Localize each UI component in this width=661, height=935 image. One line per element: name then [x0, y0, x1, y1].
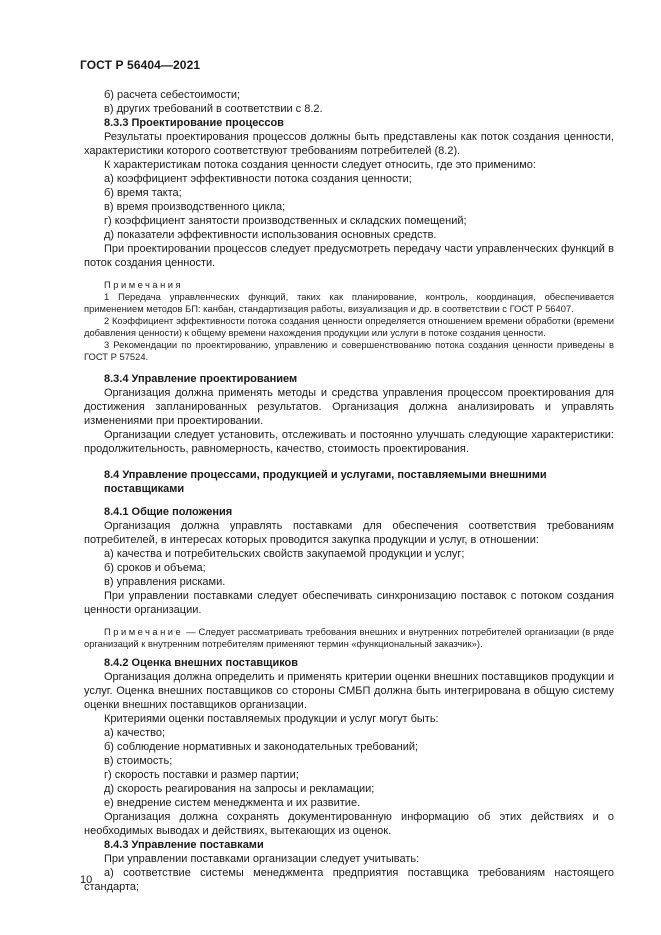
paragraph: При проектировании процессов следует предусмотреть передачу части управленческих функций в поток создания ценности. — [84, 243, 614, 269]
section-heading-8-4-1: 8.4.1 Общие положения — [104, 506, 233, 518]
note-1: 1 Передача управленческих функций, таких как планирование, контроль, координация, обеспечивается применением методов БП: канбан, стандартизация работы, визуализация и др. в соответствии с ГОСТ Р 56407. — [84, 291, 614, 314]
list-item: б) расчета себестоимости; — [104, 89, 241, 101]
paragraph: К характеристикам потока создания ценности следует относить, где это применимо: — [104, 159, 536, 171]
section-heading-8-3-3: 8.3.3 Проектирование процессов — [104, 117, 284, 129]
list-item: б) сроков и объема; — [104, 562, 206, 574]
section-heading-8-3-4: 8.3.4 Управление проектированием — [104, 373, 298, 385]
section-heading-8-4: 8.4 Управление процессами, продукцией и услугами, поставляемыми внешними поставщиками — [104, 469, 547, 495]
list-item: в) других требований в соответствии с 8.2. — [104, 103, 323, 115]
paragraph: При управлении поставками следует обеспечивать синхронизацию поставок с потоком создания ценности организации. — [84, 590, 614, 616]
document-header: ГОСТ Р 56404—2021 — [80, 58, 201, 72]
list-item: г) скорость поставки и размер партии; — [104, 769, 299, 781]
page-number: 10 — [80, 874, 93, 886]
section-heading-8-4-3: 8.4.3 Управление поставками — [104, 839, 264, 851]
note-label: Примечание — [104, 626, 184, 637]
paragraph: Организации следует установить, отслеживать и постоянно улучшать следующие характеристики: продолжительность, равномерность, качество, стоимость проектирования. — [84, 429, 614, 455]
list-item: а) соответствие системы менеджмента предприятия поставщика требованиям настоящего стандарта; — [84, 867, 614, 893]
note-3: 3 Рекомендации по проектированию, управлению и совершенствованию потока создания ценности приведены в ГОСТ Р 57524. — [84, 339, 614, 362]
list-item: г) коэффициент занятости производственных и складских помещений; — [104, 215, 467, 227]
list-item: в) стоимость; — [104, 755, 173, 767]
list-item: б) соблюдение нормативных и законодательных требований; — [104, 741, 419, 753]
list-item: в) время производственного цикла; — [104, 201, 286, 213]
list-item: а) качество; — [104, 727, 166, 739]
list-item: д) показатели эффективности использования основных средств. — [104, 229, 437, 241]
note-2: 2 Коэффициент эффективности потока создания ценности определяется отношением времени обработки (времени добавления ценности) к общему времени нахождения продукции или услуги в потоке создания ценности. — [84, 315, 614, 338]
document-body — [84, 88, 614, 894]
list-item: е) внедрение систем менеджмента и их развитие. — [104, 797, 361, 809]
note-single — [84, 626, 614, 650]
list-item: а) коэффициент эффективности потока создания ценности; — [104, 173, 412, 185]
list-item: д) скорость реагирования на запросы и рекламации; — [104, 783, 375, 795]
paragraph: При управлении поставками организации следует учитывать: — [104, 853, 420, 865]
paragraph: Результаты проектирования процессов должны быть представлены как поток создания ценности, характеристики которого соответствуют требованиям потребителей (8.2). — [84, 131, 614, 157]
list-item: в) управления рисками. — [104, 576, 226, 588]
paragraph: Организация должна управлять поставками для обеспечения соответствия требованиям потребителей, в интересах которых проводится закупка продукции и услуг, в отношении: — [84, 520, 614, 546]
paragraph: Организация должна определить и применять критерии оценки внешних поставщиков продукции и услуг. Оценка внешних поставщиков со стороны СМБП должна быть интегрирована в общую систему оценки внешних поставщиков организации. — [84, 671, 614, 711]
list-item: а) качества и потребительских свойств закупаемой продукции и услуг; — [104, 548, 465, 560]
paragraph: Организация должна сохранять документированную информацию об этих действиях и о необходимых выводах и действиях, вытекающих из оценок. — [84, 811, 614, 837]
notes-title: Примечания — [104, 279, 184, 290]
paragraph: Критериями оценки поставляемых продукции и услуг могут быть: — [104, 713, 439, 725]
note-text: — Следует рассматривать требования внешних и внутренних потребителей организации (в ряде организаций к внутренним потребителям применяют термин «функциональный заказчик»). — [84, 626, 614, 649]
list-item: б) время такта; — [104, 187, 182, 199]
section-heading-8-4-2: 8.4.2 Оценка внешних поставщиков — [104, 657, 299, 669]
paragraph: Организация должна применять методы и средства управления процессом проектирования для достижения запланированных результатов. Организация должна анализировать и управлять изменениями при проектировании. — [84, 387, 614, 427]
